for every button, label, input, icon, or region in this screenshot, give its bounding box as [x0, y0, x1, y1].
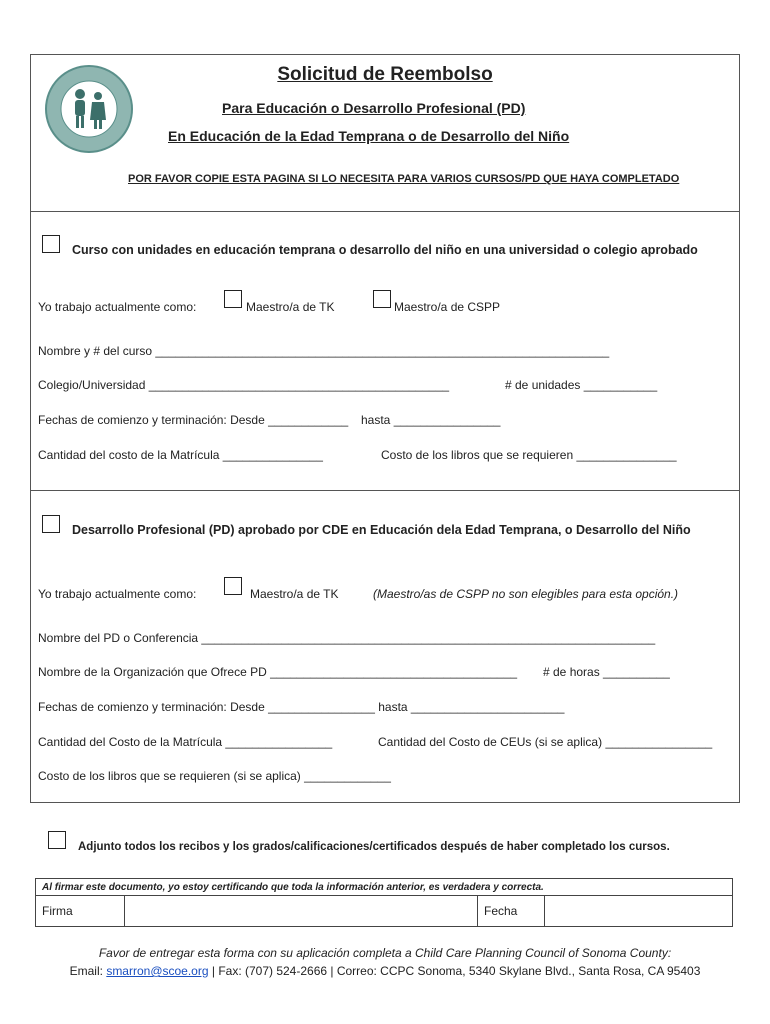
attach-checkbox[interactable] [48, 831, 66, 849]
copy-notice: POR FAVOR COPIE ESTA PAGINA SI LO NECESITA PARA VARIOS CURSOS/PD QUE HAYA COMPLETADO [128, 173, 680, 185]
books-field[interactable]: Costo de los libros que se requieren _______________ [381, 448, 677, 462]
tuition-field[interactable]: Cantidad del costo de la Matrícula _______________ [38, 448, 323, 462]
units-field[interactable]: # de unidades ___________ [505, 378, 658, 392]
contact-rest: | Fax: (707) 524-2666 | Correo: CCPC Sonoma, 5340 Skylane Blvd., Santa Rosa, CA 95403 [208, 964, 701, 978]
footer-contact [0, 964, 770, 978]
cspp-checkbox[interactable] [373, 290, 391, 308]
pd-checkbox[interactable] [42, 515, 60, 533]
pd-books-field[interactable]: Costo de los libros que se requieren (si se aplica) _____________ [38, 769, 391, 783]
attach-label: Adjunto todos los recibos y los grados/calificaciones/certificados después de haber completado los cursos. [78, 841, 670, 853]
pd-work-as-label: Yo trabajo actualmente como: [38, 587, 197, 601]
footer-instructions: Favor de entregar esta forma con su aplicación completa a Child Care Planning Council of Sonoma County: [98, 946, 672, 960]
pd-tk-checkbox[interactable] [224, 577, 242, 595]
college-field[interactable]: Colegio/Universidad _____________________________________________ [38, 378, 450, 392]
ceus-field[interactable]: Cantidad del Costo de CEUs (si se aplica) ________________ [378, 735, 713, 749]
subtitle-1: Para Educación o Desarrollo Profesional (PD) [222, 100, 526, 116]
hours-field[interactable]: # de horas __________ [543, 665, 670, 679]
page-title: Solicitud de Reembolso [277, 64, 493, 85]
fecha-input[interactable] [545, 896, 733, 927]
pd-dates-field[interactable]: Fechas de comienzo y terminación: Desde ________________ hasta _______________________ [38, 700, 565, 714]
course-checkbox[interactable] [42, 235, 60, 253]
pd-tk-label: Maestro/a de TK [250, 587, 339, 601]
pd-name-field[interactable]: Nombre del PD o Conferencia ____________________________________________________________________ [38, 631, 656, 645]
tk-label: Maestro/a de TK [246, 300, 335, 314]
dates-from-field[interactable]: Fechas de comienzo y terminación: Desde ____________ [38, 413, 349, 427]
course-name-field[interactable]: Nombre y # del curso ____________________________________________________________________ [38, 344, 610, 358]
firma-label: Firma [36, 896, 125, 927]
email-link[interactable]: smarron@scoe.org [106, 964, 209, 978]
pd-tuition-field[interactable]: Cantidad del Costo de la Matrícula ________________ [38, 735, 333, 749]
work-as-label: Yo trabajo actualmente como: [38, 300, 197, 314]
org-field[interactable]: Nombre de la Organización que Ofrece PD _____________________________________ [38, 665, 518, 679]
email-label: Email: [69, 964, 107, 978]
cspp-note: (Maestro/as de CSPP no son elegibles para esta opción.) [373, 587, 679, 601]
subtitle-2: En Educación de la Edad Temprana o de Desarrollo del Niño [168, 128, 570, 144]
dates-to-field[interactable]: hasta ________________ [361, 413, 501, 427]
signature-table [35, 878, 733, 927]
cspp-label: Maestro/a de CSPP [394, 300, 501, 314]
pd-heading: Desarrollo Profesional (PD) aprobado por CDE en Educación dela Edad Temprana, o Desarrollo del Niño [72, 523, 691, 537]
firma-input[interactable] [125, 896, 478, 927]
signature-statement: Al firmar este documento, yo estoy certificando que toda la información anterior, es verdadera y correcta. [36, 879, 733, 896]
fecha-label: Fecha [478, 896, 545, 927]
course-heading: Curso con unidades en educación temprana o desarrollo del niño en una universidad o colegio aprobado [72, 243, 698, 257]
tk-checkbox[interactable] [224, 290, 242, 308]
